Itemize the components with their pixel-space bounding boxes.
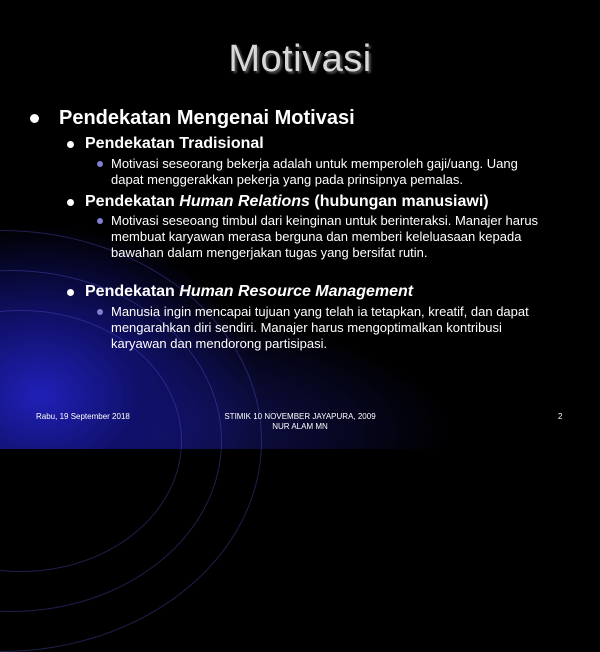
heading-prefix: Pendekatan <box>85 193 180 210</box>
heading-prefix: Pendekatan Tradisional <box>85 135 264 152</box>
heading-italic: Human Resource Management <box>179 283 414 300</box>
sub-bullet-icon <box>97 218 103 224</box>
slide-title: Motivasi <box>228 38 372 80</box>
footer-org-line1: STIMIK 10 NOVEMBER JAYAPURA, 2009 <box>224 412 376 421</box>
bullet-icon <box>67 199 74 206</box>
detail-text: Motivasi seseorang bekerja adalah untuk memperoleh gaji/uang. Uang dapat menggerakkan pekerja yang pada prinsipnya pemalas. <box>111 156 518 187</box>
footer-date: Rabu, 19 September 2018 <box>36 412 130 421</box>
heading-italic: Human Relations <box>179 193 310 210</box>
detail-text: Manusia ingin mencapai tujuan yang telah ia tetapkan, kreatif, dan dapat mengarahkan diri sendiri. Manajer harus mengoptimalkan kontribusi karyawan dan mendorong partisipasi. <box>111 304 529 351</box>
bullet-icon <box>67 289 74 296</box>
footer-page-number: 2 <box>558 412 563 421</box>
heading-suffix: (hubungan manusiawi) <box>309 193 489 210</box>
level1-text: Pendekatan Mengenai Motivasi <box>59 107 355 129</box>
sub-bullet-icon <box>97 309 103 315</box>
bullet-icon <box>30 114 39 123</box>
footer-organization <box>200 412 400 432</box>
bullet-icon <box>67 141 74 148</box>
sub-bullet-icon <box>97 161 103 167</box>
footer-org-line2: NUR ALAM MN <box>272 422 328 431</box>
detail-text: Motivasi seseoang timbul dari keinginan untuk berinteraksi. Manajer harus membuat karyawan merasa berguna dan memberi keleluasaan kepada bawahan dalam mengerjakan tugas yang bersifat rutin. <box>111 213 539 260</box>
heading-prefix: Pendekatan <box>85 283 180 300</box>
